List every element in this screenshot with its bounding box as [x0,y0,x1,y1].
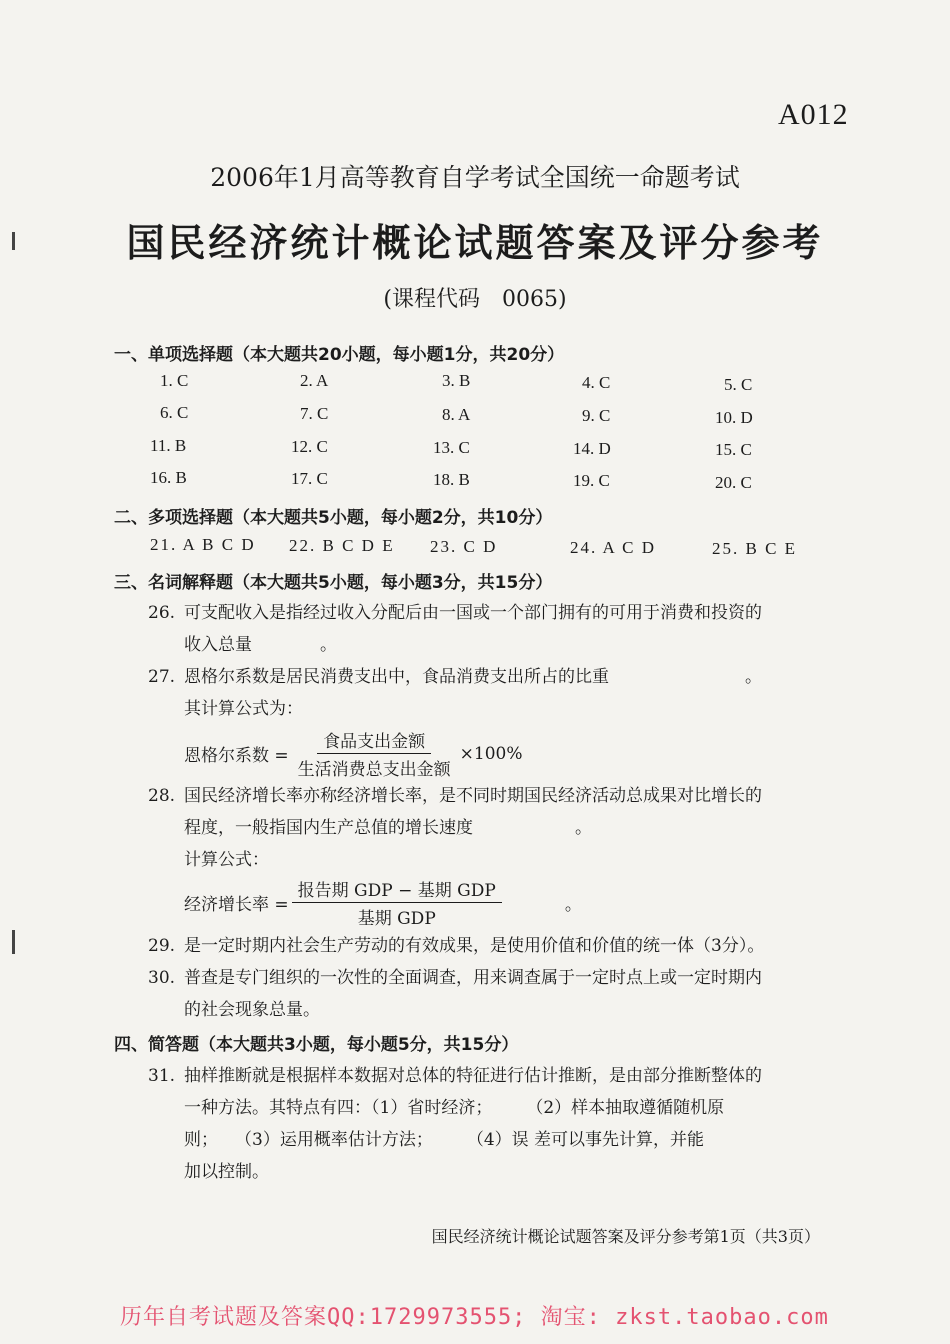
formula-tail: 。 [564,895,582,915]
answer-item: 25. B C E [712,539,798,558]
scan-edge-mark [12,930,15,954]
formula-fraction [292,727,457,780]
page-footer: 国民经济统计概论试题答案及评分参考第1页（共3页） [431,1227,820,1246]
answer-text: 收入总量 。 [184,635,337,655]
answer-item: 6. C [160,403,189,422]
section-heading-single-choice: 一、单项选择题（本大题共20小题，每小题1分，共20分） [114,345,565,365]
answer-item: 15. C [715,440,752,459]
answer-text: 程度，一般指国内生产总值的增长速度 。 [184,818,592,838]
answer-item: 24. A C D [570,538,657,557]
question-number: 29. [148,936,176,956]
answer-item: 10. D [715,408,753,427]
paper-code: A012 [778,98,849,131]
formula-denominator: 基期 GDP [357,909,436,929]
question-26 [148,597,838,661]
question-number: 27. [148,667,176,687]
answer-text: 抽样推断就是根据样本数据对总体的特征进行估计推断，是由部分推断整体的 [184,1066,762,1086]
answer-item: 21. A B C D [150,535,256,554]
answer-item: 7. C [300,404,329,423]
answer-text: 普查是专门组织的一次性的全面调查，用来调查属于一定时点上或一定时期内 [184,968,762,988]
answer-text: 恩格尔系数是居民消费支出中，食品消费支出所占的比重 。 [184,667,762,687]
answer-text: 的社会现象总量。 [184,1000,320,1020]
answer-item: 17. C [291,469,328,488]
question-30 [148,962,838,1026]
growth-rate-formula [184,876,582,929]
formula-denominator: 生活消费总支出金额 [297,760,451,780]
answer-text: 国民经济增长率亦称经济增长率，是不同时期国民经济活动总成果对比增长的 [184,786,762,806]
answer-item: 16. B [150,468,187,487]
formula-numerator: 食品支出金额 [317,727,431,754]
engel-coefficient-formula [184,727,523,780]
answer-item: 19. C [573,471,610,490]
answer-item: 9. C [582,406,611,425]
question-number: 26. [148,603,176,623]
question-29 [148,930,838,962]
page-title: 国民经济统计概论试题答案及评分参考 [126,221,824,265]
question-number: 28. [148,786,176,806]
answer-item: 3. B [442,371,471,390]
formula-fraction [292,876,502,929]
answer-text: 加以控制。 [184,1162,269,1182]
answer-text: 一种方法。其特点有四：（1）省时经济； （2）样本抽取遵循随机原 [184,1098,725,1118]
question-31 [148,1060,838,1188]
watermark: 历年自考试题及答案QQ:1729973555; 淘宝: zkst.taobao.com [120,1305,829,1330]
answer-item: 22. B C D E [289,536,395,555]
question-number: 30. [148,968,176,988]
section-heading-short-answer: 四、简答题（本大题共3小题，每小题5分，共15分） [114,1035,519,1055]
answer-item: 11. B [150,436,187,455]
answer-item: 12. C [291,437,328,456]
formula-tail: ×100% [459,743,523,764]
answer-item: 23. C D [430,537,498,556]
answer-item: 4. C [582,373,611,392]
answer-item: 8. A [442,405,471,424]
answer-item: 2. A [300,371,329,390]
formula-lhs: 恩格尔系数 = [184,746,289,766]
question-number: 31. [148,1066,176,1086]
answer-item: 1. C [160,371,189,390]
answer-text: 计算公式： [184,850,269,870]
section-heading-term-explanation: 三、名词解释题（本大题共5小题，每小题3分，共15分） [114,573,553,593]
question-27 [148,661,838,725]
exam-line: 2006年1月高等教育自学考试全国统一命题考试 [210,163,740,192]
answer-item: 14. D [573,439,611,458]
answer-text: 可支配收入是指经过收入分配后由一国或一个部门拥有的可用于消费和投资的 [184,603,762,623]
course-code: (课程代码 0065) [383,287,567,312]
formula-numerator: 报告期 GDP − 基期 GDP [292,876,502,903]
answer-text: 是一定时期内社会生产劳动的有效成果，是使用价值和价值的统一体（3分）。 [184,936,765,956]
question-28 [148,780,838,876]
answer-item: 5. C [724,375,753,394]
answer-item: 13. C [433,438,470,457]
section-heading-multi-choice: 二、多项选择题（本大题共5小题，每小题2分，共10分） [114,508,553,528]
answer-item: 20. C [715,473,752,492]
answer-item: 18. B [433,470,470,489]
answer-text: 则； （3）运用概率估计方法； （4）误 差可以事先计算，并能 [184,1130,705,1150]
answer-text: 其计算公式为： [184,699,303,719]
formula-lhs: 经济增长率 = [184,895,289,915]
